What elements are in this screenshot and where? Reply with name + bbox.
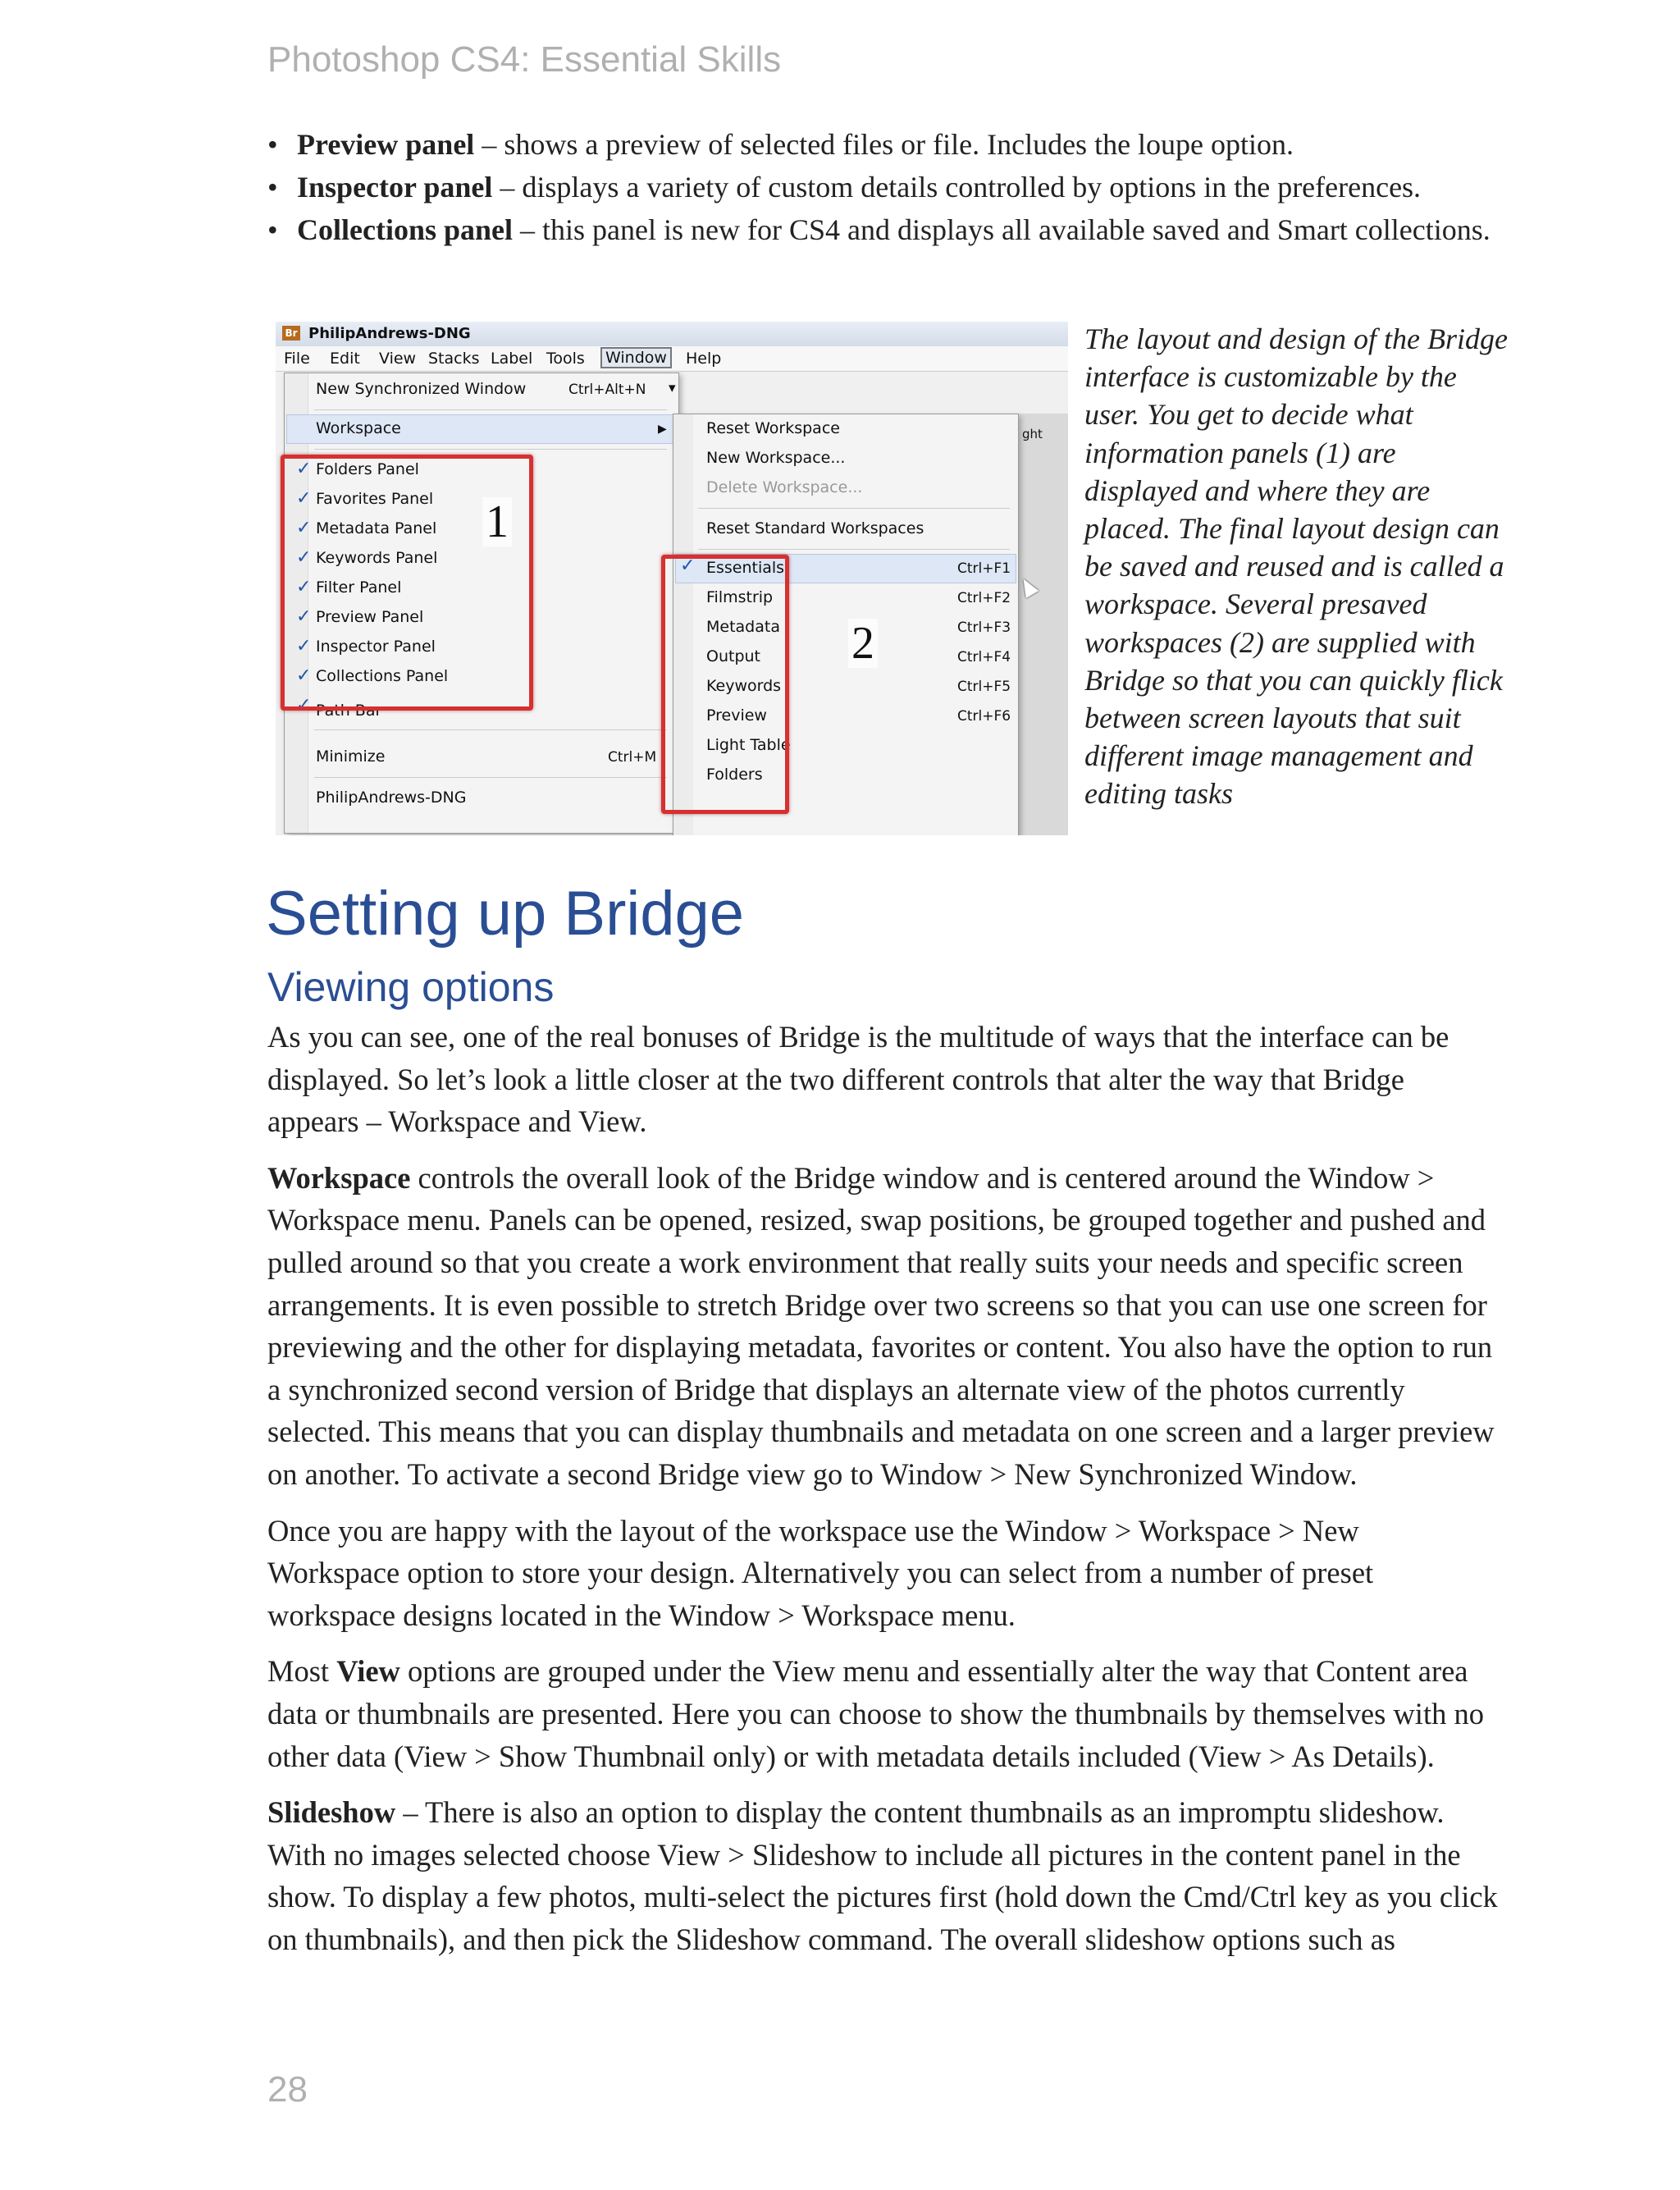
menu-item-reset-standard-workspaces[interactable]: Reset Standard Workspaces	[706, 519, 924, 537]
menu-label[interactable]: Label	[491, 350, 533, 368]
menu-separator	[314, 409, 667, 410]
menu-item-path-bar[interactable]: Path Bar	[316, 702, 382, 720]
check-icon: ✓	[296, 577, 312, 597]
menu-item-minimize[interactable]: Minimize	[316, 748, 386, 766]
term-workspace: Workspace	[267, 1160, 411, 1195]
menu-item-delete-workspace: Delete Workspace...	[706, 478, 863, 496]
menu-item-folders-panel[interactable]: Folders Panel	[316, 460, 419, 478]
menu-item-inspector-panel[interactable]: Inspector Panel	[316, 638, 436, 656]
menubar	[276, 346, 1068, 372]
check-icon: ✓	[296, 665, 312, 686]
callout-box-workspaces	[661, 555, 789, 814]
menu-item-keywords[interactable]: Keywords	[706, 677, 782, 695]
bullet-collections-panel	[267, 208, 1498, 251]
bridge-app-icon: Br	[282, 326, 300, 341]
callout-number-2: 2	[848, 619, 878, 668]
bridge-window-menu-screenshot	[276, 322, 1068, 835]
callout-number-1: 1	[482, 497, 512, 546]
paragraph-workspace	[267, 1157, 1498, 1496]
menu-item-filter-panel[interactable]: Filter Panel	[316, 578, 402, 597]
bullet-term: Inspector panel	[297, 171, 493, 203]
menu-separator	[314, 449, 667, 450]
callout-box-panels	[281, 455, 533, 711]
background-content-strip	[1017, 414, 1068, 835]
paragraph-intro: As you can see, one of the real bonuses of Bridge is the multitude of ways that the interface can be displayed. So let’s look a little closer at the two different controls that alter the way that Bridge appears – Workspace and View.	[267, 1020, 1449, 1139]
menu-shortcut: Ctrl+F2	[957, 590, 1011, 606]
menu-shortcut: Ctrl+F5	[957, 679, 1011, 695]
menu-item-folders[interactable]: Folders	[706, 766, 763, 784]
paragraph-view	[267, 1650, 1498, 1777]
menu-stacks[interactable]: Stacks	[428, 350, 480, 368]
submenu-arrow-icon: ▶	[658, 423, 667, 436]
menu-window[interactable]: Window	[600, 347, 672, 368]
menu-item-keywords-panel[interactable]: Keywords Panel	[316, 549, 438, 567]
menu-shortcut: Ctrl+M	[608, 749, 657, 766]
menu-item-metadata[interactable]: Metadata	[706, 618, 780, 636]
panel-bullet-list	[267, 123, 1498, 251]
window-titlebar	[276, 322, 1068, 346]
menu-item-window-name[interactable]: PhilipAndrews-DNG	[316, 789, 467, 807]
check-icon: ✓	[296, 695, 312, 716]
menu-separator	[314, 777, 667, 778]
menu-help[interactable]: Help	[686, 350, 722, 368]
bullet-text: – displays a variety of custom details controlled by options in the preferences.	[492, 171, 1422, 203]
menu-separator	[314, 729, 667, 730]
paragraph-save-workspace: Once you are happy with the layout of the workspace use the Window > Workspace > New Workspace option to store your design. Alternatively you can select from a number of preset workspace designs located in the Window > Workspace menu.	[267, 1513, 1374, 1632]
bullet-term: Preview panel	[297, 128, 475, 161]
menu-file[interactable]: File	[284, 350, 310, 368]
menu-shortcut: Ctrl+F3	[957, 620, 1011, 636]
check-icon: ✓	[296, 636, 312, 656]
body-text	[267, 1016, 1498, 1974]
menu-item-new-workspace[interactable]: New Workspace...	[706, 449, 846, 467]
menu-item-collections-panel[interactable]: Collections Panel	[316, 667, 449, 685]
check-icon: ✓	[296, 518, 312, 538]
menu-item-light-table[interactable]: Light Table	[706, 736, 791, 754]
section-heading: Setting up Bridge	[266, 879, 745, 949]
term-view: View	[336, 1654, 400, 1689]
menu-item-reset-workspace[interactable]: Reset Workspace	[706, 419, 840, 437]
check-icon: ✓	[296, 459, 312, 479]
term-slideshow: Slideshow	[267, 1795, 396, 1830]
menu-shortcut: Ctrl+Alt+N	[568, 382, 646, 398]
menu-item-new-synchronized-window[interactable]: New Synchronized Window	[316, 380, 527, 398]
menu-item-favorites-panel[interactable]: Favorites Panel	[316, 490, 434, 508]
check-icon: ✓	[296, 547, 312, 568]
check-icon: ✓	[296, 606, 312, 627]
bullet-text: – this panel is new for CS4 and displays all available saved and Smart collections.	[513, 213, 1491, 246]
check-icon: ✓	[680, 556, 696, 576]
paragraph-text: options are grouped under the View menu and essentially alter the way that Content area data or thumbnails are presented. Here you can choose to show the thumbnails by themselves with no other data (View > Show Thumbnail only) or with metadata details included (View > As Details).	[267, 1654, 1484, 1773]
background-text: ght	[1022, 427, 1043, 441]
bullet-inspector-panel	[267, 166, 1498, 208]
bullet-preview-panel	[267, 123, 1498, 166]
paragraph-text: Most	[267, 1654, 337, 1689]
menu-separator	[698, 508, 1010, 509]
chevron-down-icon: ▾	[669, 380, 676, 396]
menu-item-output[interactable]: Output	[706, 647, 760, 665]
menu-shortcut: Ctrl+F1	[957, 560, 1011, 577]
subsection-heading: Viewing options	[267, 964, 555, 1010]
menu-item-preview-panel[interactable]: Preview Panel	[316, 608, 424, 626]
bullet-term: Collections panel	[297, 213, 514, 246]
check-icon: ✓	[296, 488, 312, 509]
figure-caption: The layout and design of the Bridge interface is customizable by the user. You get to decide what information panels (1) are displayed and where they are placed. The final layout design can be saved and reused and is called a workspace. Several presaved workspaces (2) are supplied with Bridge so that you can quickly flick between screen layouts that suit different image management and editing tasks	[1084, 322, 1508, 811]
menu-edit[interactable]: Edit	[330, 350, 360, 368]
menu-shortcut: Ctrl+F4	[957, 649, 1011, 665]
menu-item-workspace[interactable]: Workspace	[316, 419, 401, 437]
window-title: PhilipAndrews-DNG	[308, 325, 471, 342]
menu-item-preview[interactable]: Preview	[706, 706, 767, 725]
bullet-text: – shows a preview of selected files or file. Includes the loupe option.	[474, 128, 1294, 161]
menu-item-essentials[interactable]: Essentials	[706, 559, 785, 577]
paragraph-text: – There is also an option to display the content thumbnails as an impromptu slideshow. With no images selected choose View > Slideshow to include all pictures in the content panel in the show. To display a few photos, multi-select the pictures first (hold down the Cmd/Ctrl key as you click on thumbnails), and then pick the Slideshow command. The overall slideshow options such as	[267, 1795, 1498, 1956]
menu-shortcut: Ctrl+F6	[957, 708, 1011, 725]
menu-separator	[698, 549, 1010, 550]
running-head: Photoshop CS4: Essential Skills	[267, 39, 782, 80]
menu-view[interactable]: View	[379, 350, 417, 368]
menu-tools[interactable]: Tools	[546, 350, 585, 368]
menu-item-metadata-panel[interactable]: Metadata Panel	[316, 519, 437, 537]
paragraph-slideshow	[267, 1791, 1498, 1960]
menu-item-filmstrip[interactable]: Filmstrip	[706, 588, 774, 606]
paragraph-text: controls the overall look of the Bridge window and is centered around the Window > Workspace menu. Panels can be opened, resized, swap positions, be grouped together and pushed and pulled around so that you create a work environment that really suits your needs and specific screen arrangements. It is even possible to stretch Bridge over two screens so that you can use one screen for previewing and the other for displaying metadata, favorites or content. You also have the option to run a synchronized second version of Bridge that displays an alternate view of the photos currently selected. This means that you can display thumbnails and metadata on one screen and a larger preview on another. To activate a second Bridge view go to Window > New Synchronized Window.	[267, 1160, 1495, 1491]
page-number: 28	[267, 2069, 308, 2110]
